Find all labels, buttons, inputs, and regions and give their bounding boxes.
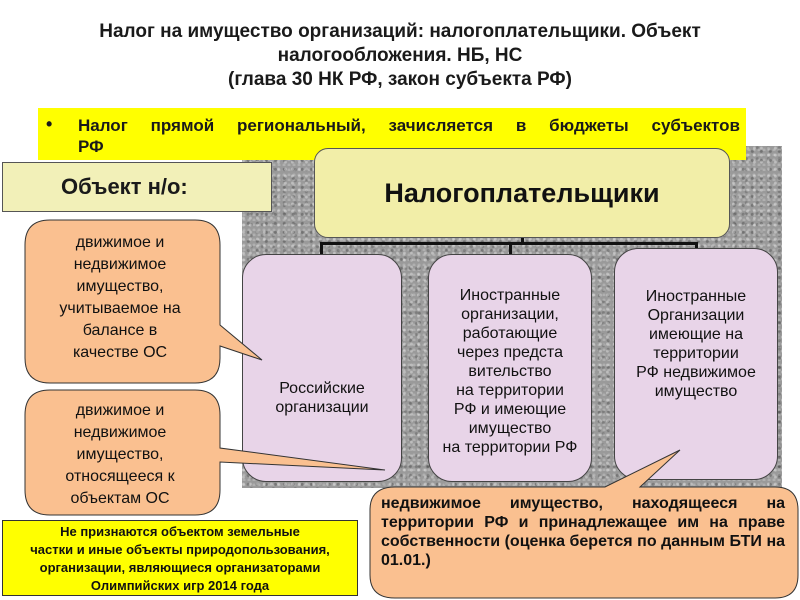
- category-2-line-2: организации,: [461, 305, 559, 323]
- category-1-line-1: Российские: [279, 380, 365, 397]
- category-2-line-4: через предста: [457, 343, 563, 361]
- category-2-line-5: вительство: [468, 362, 552, 380]
- bullet-marker: •: [46, 114, 53, 134]
- category-3-line-3: имеющие на: [648, 326, 743, 343]
- category-2-line-3: работающие: [462, 324, 558, 342]
- category-2-line-1: Иностранные: [459, 286, 561, 304]
- taxpayers-box: Налогоплательщики: [314, 148, 730, 238]
- callout-3-text: недвижимое имущество, находящееся на территории РФ и принадлежащее им на праве собственности (оценка берется по данным БТИ на 01.01.): [381, 495, 785, 569]
- title-line-1: Налог на имущество организаций: налогоплательщики. Объект: [99, 21, 701, 42]
- note-line-3: организации, являющиеся организаторами: [39, 560, 321, 575]
- callout-2-line-4: относящееся к: [65, 468, 175, 485]
- callout-2-line-3: имущество,: [76, 446, 164, 463]
- callout-1-text: [30, 232, 210, 364]
- category-1-line-2: организации: [275, 399, 369, 416]
- callout-2-line-1: движимое и: [75, 402, 165, 419]
- category-3-line-5: РФ недвижимое: [636, 364, 756, 381]
- callout-1-line-4: учитываемое на: [59, 300, 181, 317]
- title-line-3: (глава 30 НК РФ, закон субъекта РФ): [228, 69, 572, 90]
- category-2-line-7: РФ и имеющие: [453, 400, 567, 418]
- callout-2-line-2: недвижимое: [73, 424, 167, 441]
- note-line-1: Не признаются объектом земельные: [60, 524, 300, 539]
- category-2-line-6: на территории: [456, 381, 564, 399]
- callout-2-line-5: объектам ОС: [70, 490, 170, 507]
- category-3-line-4: территории: [653, 345, 739, 362]
- exclusion-note-box: [2, 520, 358, 596]
- callout-1-line-1: движимое и: [75, 234, 165, 251]
- callout-2-text: [30, 400, 210, 510]
- callout-1-line-2: недвижимое: [73, 256, 167, 273]
- category-3-line-6: имущество: [654, 383, 738, 400]
- bullet-text-line-2: РФ: [78, 137, 104, 156]
- category-3-line-1: Иностранные: [645, 288, 747, 305]
- note-line-2: частки и иные объекты природопользования,: [30, 542, 330, 557]
- callout-1-line-5: балансе в: [82, 322, 158, 339]
- bullet-text-line-1: Налог прямой региональный, зачисляется в бюджеты субъектов: [78, 116, 740, 135]
- category-2-line-9: на территории РФ: [442, 438, 578, 456]
- object-label-box: Объект н/о:: [2, 162, 272, 212]
- category-3-line-2: Организации: [647, 307, 745, 324]
- note-line-4: Олимпийских игр 2014 года: [90, 578, 270, 593]
- callout-1-line-3: имущество,: [76, 278, 164, 295]
- title-line-2: налогообложения. НБ, НС: [277, 45, 523, 66]
- category-2-line-8: имущество: [468, 419, 552, 437]
- callout-1-line-6: качестве ОС: [72, 344, 168, 361]
